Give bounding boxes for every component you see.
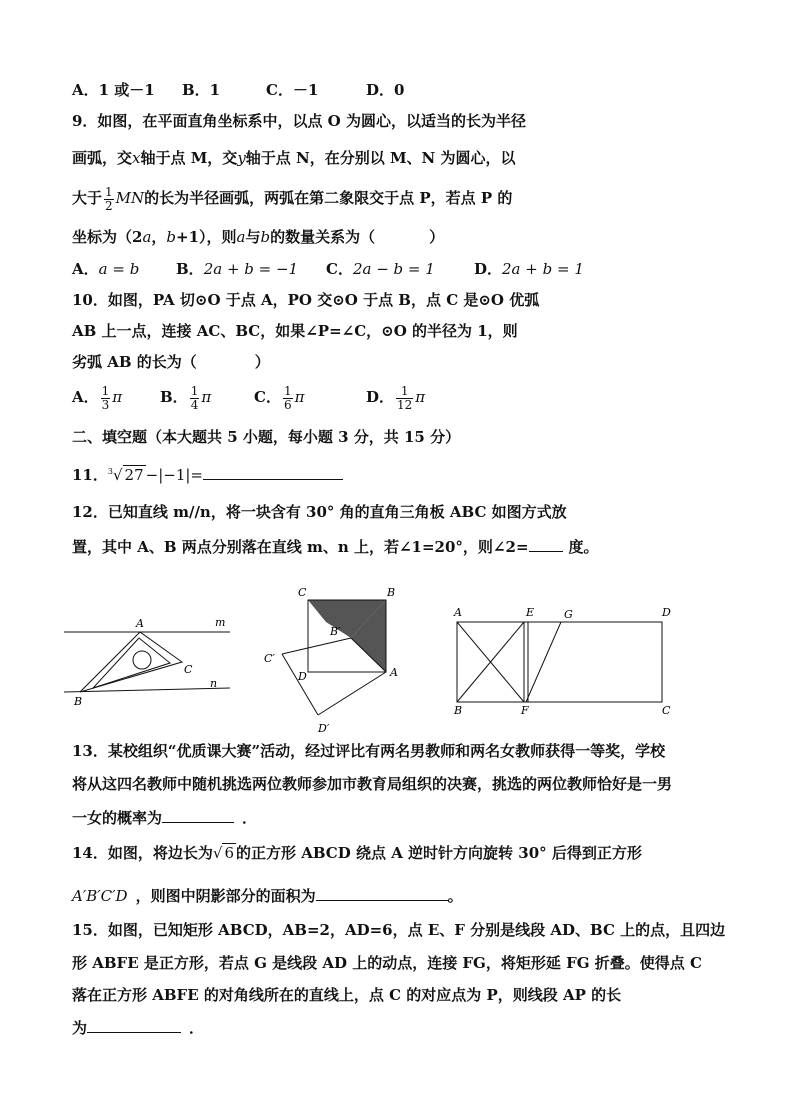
fig3-label-e: E xyxy=(526,606,535,619)
q13-line-1: 13．某校组织“优质课大赛”活动，经过评比有两名男教师和两名女教师获得一等奖，学校 xyxy=(72,742,666,760)
q9-line-3: 大于 $\frac{1}{2}$ MN的长为半径画弧，两弧在第二象限交于点 P，若点 P 的 xyxy=(72,184,513,213)
fig1-label-a: A xyxy=(136,617,144,630)
fig3-label-a: A xyxy=(454,606,462,619)
section-heading-fill-in: 二、填空题（本大题共 5 小题，每小题 3 分，共 15 分） xyxy=(72,428,461,446)
q11-answer-blank xyxy=(203,463,343,480)
fig2-label-d-prime: D′ xyxy=(318,722,330,735)
q9-option-a: A．a = b xyxy=(72,260,140,278)
figure-parallel-lines-triangle xyxy=(60,612,235,712)
figure-rectangle-fold xyxy=(450,604,680,716)
q9-option-d: D．2a + b = 1 xyxy=(474,260,584,278)
fig1-label-c: C xyxy=(184,663,193,676)
q15-line-2: 形 ABFE 是正方形，若点 G 是线段 AD 上的动点，连接 FG，将矩形延 FG 折叠。使得点 C xyxy=(72,954,702,972)
q14-answer-blank xyxy=(316,884,448,901)
q9-option-b: B．2a + b = −1 xyxy=(176,260,299,278)
fig2-label-d: D xyxy=(298,670,307,683)
fig1-label-n: n xyxy=(210,677,218,690)
q10-line-1: 10．如图，PA 切⊙O 于点 A，PO 交⊙O 于点 B，点 C 是⊙O 优弧 xyxy=(72,291,540,309)
q9-line-2: 画弧，交x轴于点 M，交y轴于点 N，在分别以 M、N 为圆心，以 xyxy=(72,149,516,167)
q12-line-2: 置，其中 A、B 两点分别落在直线 m、n 上，若∠1=20°，则∠2= 度。 xyxy=(72,535,599,557)
q10-option-b: B． $\frac{1}{4}$ π xyxy=(160,383,212,412)
q12-answer-blank xyxy=(529,535,563,552)
q15-line-1: 15．如图，已知矩形 ABCD，AB=2，AD=6，点 E、F 分别是线段 AD、BC 上的点，且四边 xyxy=(72,921,726,939)
fig3-label-b: B xyxy=(454,704,463,716)
q8-option-a: A．1 或－1 xyxy=(72,81,155,99)
q10-option-c: C． $\frac{1}{6}$ π xyxy=(254,383,305,412)
fig2-label-b-prime: B′ xyxy=(330,625,341,638)
q12-line-1: 12．已知直线 m//n，将一块含有 30° 角的直角三角板 ABC 如图方式放 xyxy=(72,503,567,521)
q8-option-c: C．－1 xyxy=(266,81,319,99)
q13-line-3: 一女的概率为 ． xyxy=(72,806,257,828)
q8-option-b: B．1 xyxy=(182,81,221,99)
q10-line-3: 劣弧 AB 的长为（ ） xyxy=(72,353,270,371)
q11-line: 11．$^3$√ 27 −|−1|= xyxy=(72,462,343,485)
q10-option-d: D． $\frac{1}{12}$ π xyxy=(366,383,426,412)
q13-answer-blank xyxy=(162,806,234,823)
fig3-label-d: D xyxy=(662,606,671,619)
q9-line-4: 坐标为（2a，b+1），则a与b的数量关系为（ ） xyxy=(72,228,445,246)
fig1-label-m: m xyxy=(215,616,226,629)
fraction-half: $\frac{1}{2}$ xyxy=(105,184,113,213)
q15-line-3: 落在正方形 ABFE 的对角线所在的直线上，点 C 的对应点为 P，则线段 AP 的长 xyxy=(72,986,622,1004)
q8-option-d: D．0 xyxy=(366,81,405,99)
q10-option-a: A． $\frac{1}{3}$ π xyxy=(72,383,123,412)
q14-line-1: 14．如图，将边长为√ 6 的正方形 ABCD 绕点 A 逆时针方向旋转 30° 后得到正方形 xyxy=(72,844,642,862)
figure-rotated-square xyxy=(262,582,412,740)
q9-option-c: C．2a − b = 1 xyxy=(326,260,435,278)
fig2-label-a: A xyxy=(390,666,398,679)
fig3-label-f: F xyxy=(521,704,529,716)
fig1-label-b: B xyxy=(74,695,83,708)
fig3-label-c: C xyxy=(662,704,671,716)
q15-answer-blank xyxy=(87,1016,181,1033)
q9-line-1: 9．如图，在平面直角坐标系中，以点 O 为圆心，以适当的长为半径 xyxy=(72,112,526,130)
q15-line-4: 为 ． xyxy=(72,1016,204,1038)
q14-line-2: A′B′C′D ，则图中阴影部分的面积为 。 xyxy=(72,884,463,906)
fig3-label-g: G xyxy=(564,608,573,621)
q13-line-2: 将从这四名教师中随机挑选两位教师参加市教育局组织的决赛，挑选的两位教师恰好是一男 xyxy=(72,775,673,793)
fig2-label-c-prime: C′ xyxy=(264,652,275,665)
q10-line-2: AB 上一点，连接 AC、BC，如果∠P=∠C，⊙O 的半径为 1，则 xyxy=(72,322,518,340)
fig2-label-c: C xyxy=(298,586,307,599)
fig2-label-b: B xyxy=(387,586,396,599)
